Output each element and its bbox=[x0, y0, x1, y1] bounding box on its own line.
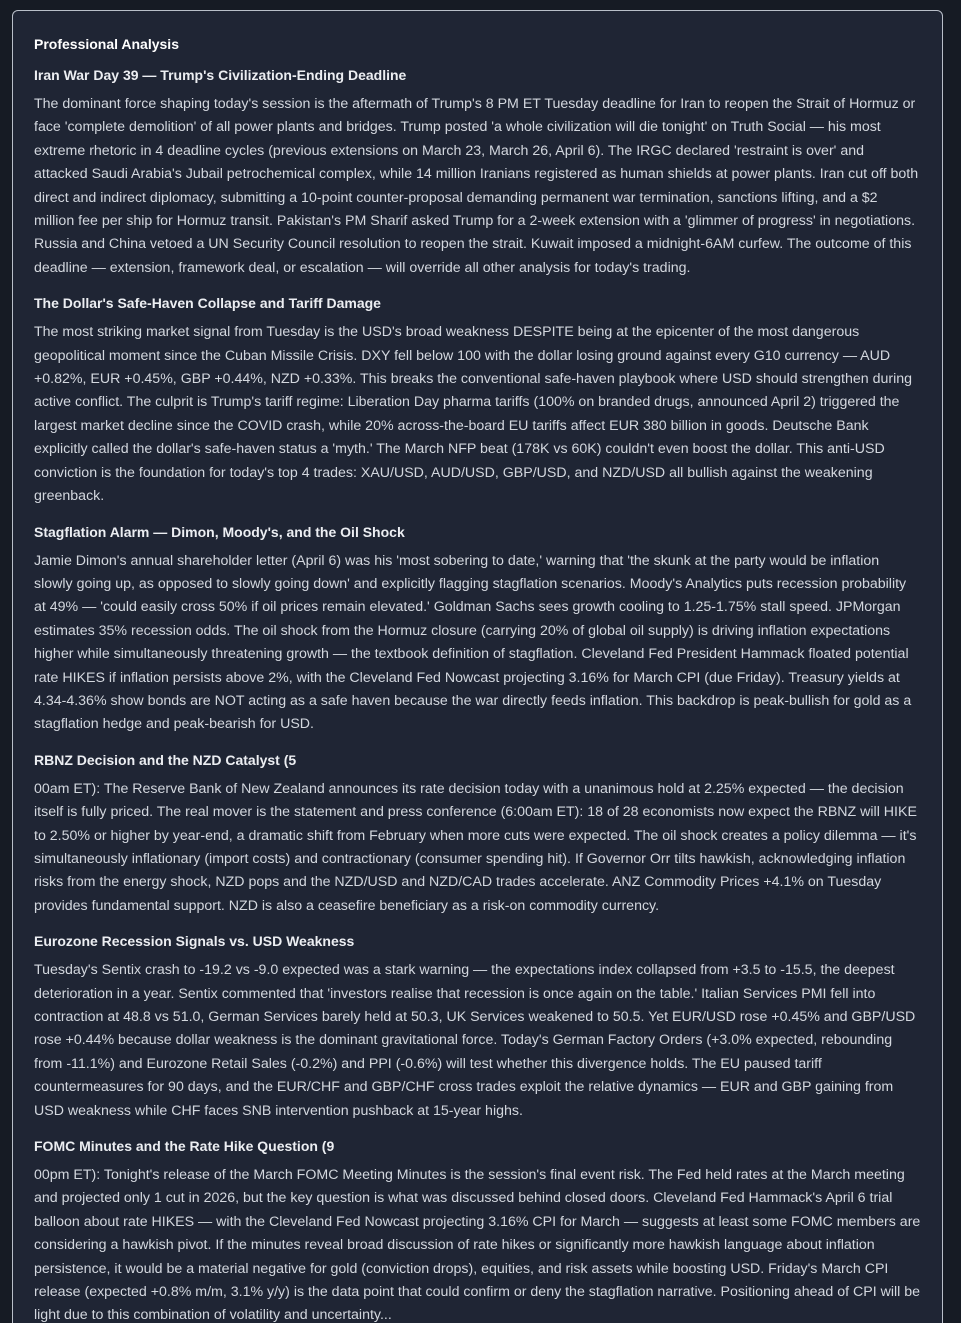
section-heading: The Dollar's Safe-Haven Collapse and Tariff Damage bbox=[34, 295, 381, 312]
section-body: Jamie Dimon's annual shareholder letter (April 6) was his 'most sobering to date,' warning that 'the skunk at the party would be inflation slowly going up, as opposed to slowly going down' and explicitly flagging stagflation scenarios. Moody's Analytics puts recession probability at 49% — 'could easily cross 50% if oil prices remain elevated.' Goldman Sachs sees growth cooling to 1.25-1.75% stall speed. JPMorgan estimates 35% recession odds. The oil shock from the Hormuz closure (carrying 20% of global oil supply) is driving inflation expectations higher while simultaneously threatening growth — the textbook definition of stagflation. Cleveland Fed President Hammack floated potential rate HIKES if inflation persists above 2%, with the Cleveland Fed Nowcast projecting 3.16% for March CPI (due Friday). Treasury yields at 4.34-4.36% show bonds are NOT acting as a safe haven because the war directly feeds inflation. This backdrop is peak-bullish for gold as a stagflation hedge and peak-bearish for USD. bbox=[34, 552, 912, 733]
section-rbnz bbox=[34, 751, 921, 918]
section-heading: Stagflation Alarm — Dimon, Moody's, and the Oil Shock bbox=[34, 523, 405, 540]
analysis-card bbox=[12, 10, 943, 1323]
section-body: Tuesday's Sentix crash to -19.2 vs -9.0 expected was a stark warning — the expectations index collapsed from +3.5 to -15.5, the deepest deterioration in a year. Sentix commented that 'investors realise that recession is once again on the table.' Italian Services PMI fell into contraction at 48.8 vs 51.0, German Services barely held at 50.3, UK Services weakened to 50.5. Yet EUR/USD rose +0.45% and GBP/USD rose +0.44% because dollar weakness is the dominant gravitational force. Today's German Factory Orders (+3.0% expected, rebounding from -11.1%) and Eurozone Retail Sales (-0.2%) and PPI (-0.6%) will test whether this divergence holds. The EU paused tariff countermeasures for 90 days, and the EUR/CHF and GBP/CHF cross trades exploit the relative dynamics — EUR and GBP gaining from USD weakness while CHF faces SNB intervention pushback at 15-year highs. bbox=[34, 962, 916, 1119]
section-heading: RBNZ Decision and the NZD Catalyst (5 bbox=[34, 751, 297, 768]
section-body: 00am ET): The Reserve Bank of New Zealand announces its rate decision today with a unanimous hold at 2.25% expected — the decision itself is fully priced. The real mover is the statement and press conference (6:00am ET): 18 of 28 economists now expect the RBNZ will HIKE to 2.50% or higher by year-end, a dramatic shift from February when more cuts were expected. The oil shock creates a policy dilemma — it's simultaneously inflationary (import costs) and contractionary (consumer spending hit). If Governor Orr tilts hawkish, acknowledging inflation risks from the energy shock, NZD pops and the NZD/USD and NZD/CAD trades accelerate. ANZ Commodity Prices +4.1% on Tuesday provides fundamental support. NZD is also a ceasefire beneficiary as a risk-on commodity currency. bbox=[34, 780, 917, 914]
section-body: The dominant force shaping today's session is the aftermath of Trump's 8 PM ET Tuesday deadline for Iran to reopen the Strait of Hormuz or face 'complete demolition' of all power plants and bridges. Trump posted 'a whole civilization will die tonight' on Truth Social — his most extreme rhetoric in 4 deadline cycles (previous extensions on March 23, March 26, April 6). The IRGC declared 'restraint is over' and attacked Saudi Arabia's Jubail petrochemical complex, while 14 million Iranians registered as human shields at power plants. Iran cut off both direct and indirect diplomacy, submitting a 10-point counter-proposal demanding permanent war termination, sanctions lifting, and a $2 million fee per ship for Hormuz transit. Pakistan's PM Sharif asked Trump for a 2-week extension with a 'glimmer of progress' in negotiations. Russia and China vetoed a UN Security Council resolution to reopen the strait. Kuwait imposed a midnight-6AM curfew. The outcome of this deadline — extension, framework deal, or escalation — will override all other analysis for today's trading. bbox=[34, 96, 919, 276]
section-stagflation bbox=[34, 523, 921, 737]
section-fomc bbox=[34, 1137, 921, 1323]
card-title: Professional Analysis bbox=[34, 36, 179, 52]
section-iran-war bbox=[34, 66, 921, 280]
section-body: 00pm ET): Tonight's release of the March FOMC Meeting Minutes is the session's final event risk. The Fed held rates at the March meeting and projected only 1 cut in 2026, but the key question is what was discussed behind closed doors. Cleveland Fed Hammack's April 6 trial balloon about rate HIKES — with the Cleveland Fed Nowcast projecting 3.16% CPI for March — suggests at least some FOMC members are considering a hawkish pivot. If the minutes reveal broad discussion of rate hikes or significantly more hawkish language about inflation persistence, it would be a material negative for gold (conviction drops), equities, and risk assets while boosting USD. Friday's March CPI release (expected +0.8% m/m, 3.1% y/y) is the data point that could confirm or deny the stagflation narrative. Positioning ahead of CPI will be light due to this combination of volatility and uncertainty... bbox=[34, 1167, 921, 1323]
section-heading: FOMC Minutes and the Rate Hike Question (9 bbox=[34, 1138, 335, 1155]
section-eurozone bbox=[34, 932, 921, 1123]
section-dollar-safe-haven bbox=[34, 294, 921, 508]
section-body: The most striking market signal from Tuesday is the USD's broad weakness DESPITE being at the epicenter of the most dangerous geopolitical moment since the Cuban Missile Crisis. DXY fell below 100 with the dollar losing ground against every G10 currency — AUD +0.82%, EUR +0.45%, GBP +0.44%, NZD +0.33%. This breaks the conventional safe-haven playbook where USD should strengthen during active conflict. The culprit is Trump's tariff regime: Liberation Day pharma tariffs (100% on branded drugs, announced April 2) triggered the largest market decline since the COVID crash, while 20% across-the-board EU tariffs affect EUR 380 billion in goods. Deutsche Bank explicitly called the dollar's safe-haven status a 'myth.' The March NFP beat (178K vs 60K) couldn't even boost the dollar. This anti-USD conviction is the foundation for today's top 4 trades: XAU/USD, AUD/USD, GBP/USD, and NZD/USD all bullish against the weakening greenback. bbox=[34, 324, 913, 505]
section-heading: Iran War Day 39 — Trump's Civilization-Ending Deadline bbox=[34, 67, 407, 83]
section-heading: Eurozone Recession Signals vs. USD Weakness bbox=[34, 933, 355, 950]
